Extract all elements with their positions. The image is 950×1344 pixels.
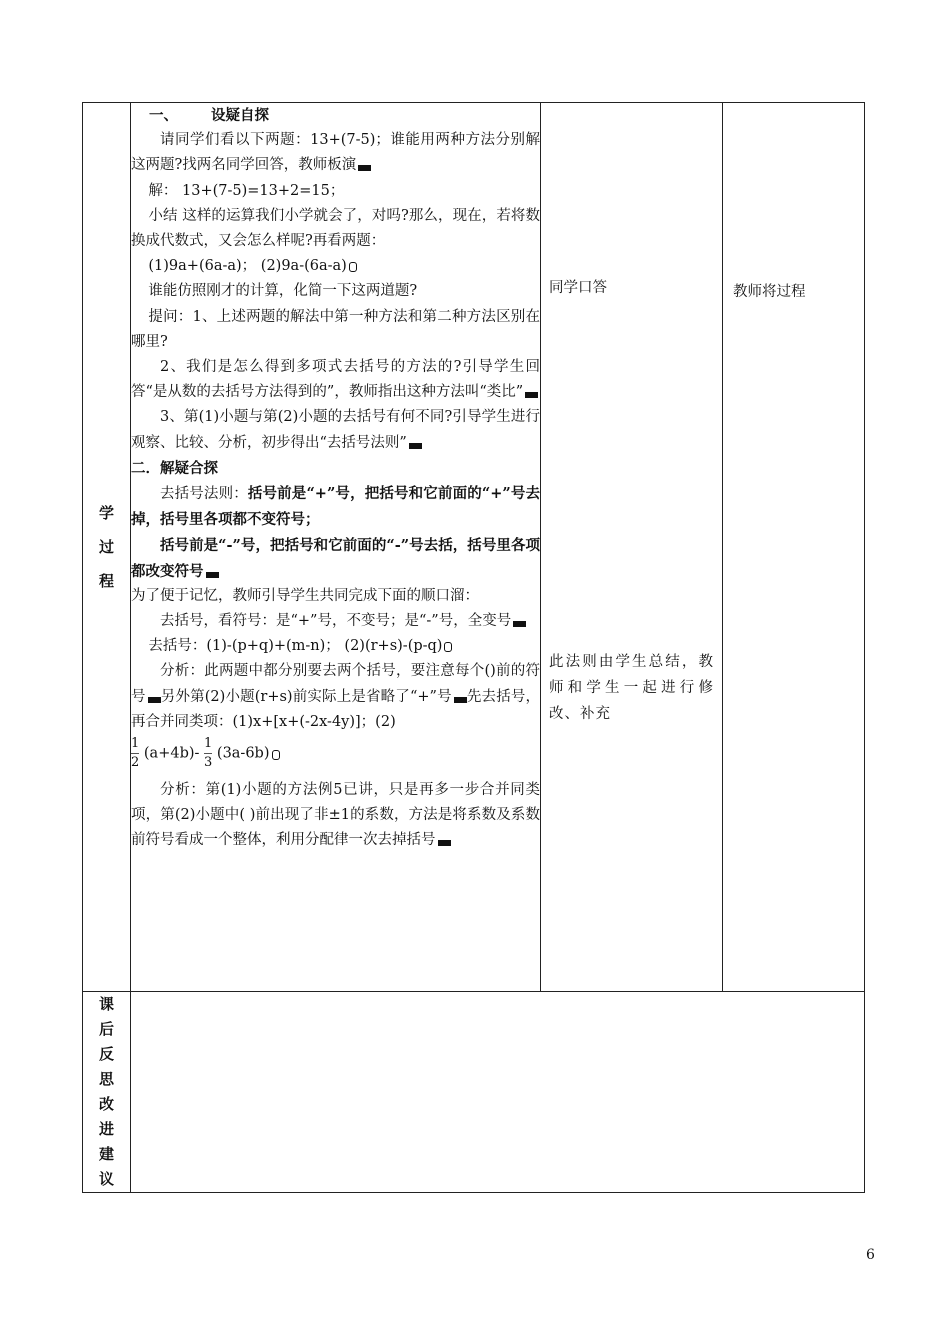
reflection-label-cell xyxy=(83,992,131,1193)
reflection-row xyxy=(83,992,865,1193)
end-mark-icon xyxy=(513,621,526,627)
end-mark-icon xyxy=(358,165,371,171)
paragraph: 请同学们看以下两题：13+(7-5)；谁能用两种方法分别解这两题?找两名同学回答，教师板演 xyxy=(131,132,540,174)
end-mark-icon xyxy=(206,572,219,578)
paragraph: 分析：此两题中都分别要去两个括号，要注意每个()前的符号 另外第(2)小题(r+s)前实际上是省略了“+”号 先去括号，再合并同类项：(1)x+[x+(-2x-4y)]；(2) xyxy=(131,663,541,730)
fraction-half: $\frac{1}{2}$ xyxy=(131,736,140,771)
page-number: 6 xyxy=(866,1247,875,1263)
student-note-2: 此法则由学生总结，教师和学生一起进行修改、补充 xyxy=(549,654,714,722)
paragraph: 2、我们是怎么得到多项式去括号的方法的?引导学生回答“是从数的去括号方法得到的”，教师指出这种方法叫“类比” xyxy=(131,359,540,401)
reflection-content-cell[interactable] xyxy=(131,992,865,1193)
end-mark-icon xyxy=(454,697,467,703)
paragraph: (1)9a+(6a-a)； (2)9a-(6a-a) xyxy=(131,254,540,279)
end-mark-icon xyxy=(148,697,161,703)
teaching-content-cell xyxy=(131,103,541,992)
paragraph: 小结 这样的运算我们小学就会了，对吗?那么，现在，若将数换成代数式，又会怎么样呢?再看两题： xyxy=(131,207,540,250)
rule-paragraph: 括号前是“-”号，把括号和它前面的“-”号去括，括号里各项都改变符号 xyxy=(131,537,540,580)
paragraph: 提问：1、上述两题的解法中第一种方法和第二种方法区别在哪里? xyxy=(131,308,540,350)
fraction-line: $\frac{1}{2}$ (a+4b)- $\frac{1}{3}$ (3a-6b) xyxy=(131,735,540,772)
reflection-label: 课 后 反 思 改 进 建 议 xyxy=(98,995,114,1188)
paragraph: 3、第(1)小题与第(2)小题的去括号有何不同?引导学生进行观察、比较、分析，初步得出“去括号法则” xyxy=(131,409,540,451)
paragraph: 为了便于记忆，教师引导学生共同完成下面的顺口溜： xyxy=(131,587,479,604)
paragraph: 去括号：(1)-(p+q)+(m-n)； (2)(r+s)-(p-q) xyxy=(131,634,540,659)
student-activity-cell xyxy=(541,103,723,992)
lesson-table xyxy=(82,102,865,1193)
process-row xyxy=(83,103,865,992)
end-mark-icon xyxy=(438,840,451,846)
process-label: 学 过 程 xyxy=(98,504,114,590)
process-label-cell xyxy=(83,103,131,992)
student-note-1: 同学口答 xyxy=(549,280,607,296)
paragraph: 谁能仿照刚才的计算，化简一下这两道题? xyxy=(148,283,418,300)
end-mark-icon xyxy=(525,392,538,398)
end-mark-icon xyxy=(409,443,422,449)
teacher-note-cell xyxy=(723,103,865,992)
fraction-third: $\frac{1}{3}$ xyxy=(204,736,213,771)
paragraph: 解： 13+(7-5)=13+2=15； xyxy=(148,182,345,199)
section2-heading: 二．解疑合探 xyxy=(131,459,218,477)
section1-heading: 一、 设疑自探 xyxy=(149,107,269,124)
paragraph: 分析：第(1)小题的方法例5已讲，只是再多一步合并同类项，第(2)小题中( )前出现了非±1的系数，方法是将系数及系数前符号看成一个整体，利用分配律一次去掉括号 xyxy=(131,782,540,849)
rule-paragraph: 去括号法则：括号前是“+”号，把括号和它前面的“+”号去掉，括号里各项都不变符号； xyxy=(131,485,540,529)
teacher-note: 教师将过程 xyxy=(733,284,806,300)
paragraph: 去括号，看符号：是“+”号，不变号；是“-”号，全变号 xyxy=(131,609,540,634)
